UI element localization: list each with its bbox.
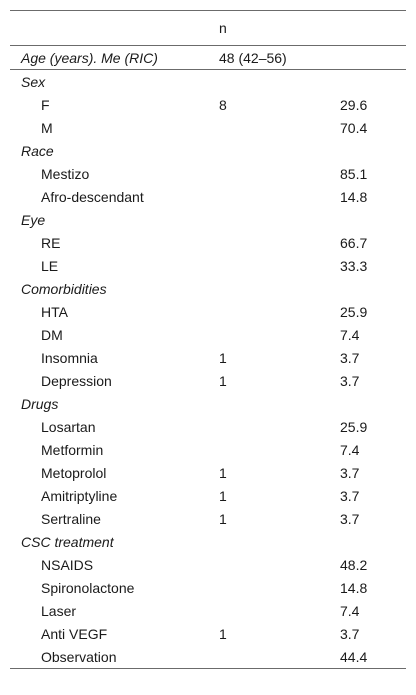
row-label: DM (41, 326, 63, 343)
category-label: Comorbidities (21, 280, 107, 297)
table-row (10, 300, 406, 323)
row-label: Age (years). Me (RIC) (21, 49, 158, 66)
table-row (10, 553, 406, 576)
table-row (10, 461, 406, 484)
table-row (10, 415, 406, 438)
row-n: 1 (219, 510, 227, 527)
row-pct: 29.6 (340, 96, 368, 113)
row-n: 1 (219, 625, 227, 642)
row-label: Anti VEGF (41, 625, 108, 642)
data-table (10, 10, 406, 669)
header-col2: n (219, 20, 227, 36)
row-pct: 25.9 (340, 303, 368, 320)
row-label: Sertraline (41, 510, 101, 527)
table-row (10, 622, 406, 645)
table-row (10, 185, 406, 208)
row-pct: 14.8 (340, 579, 368, 596)
table-row (10, 231, 406, 254)
row-label: Mestizo (41, 165, 90, 182)
row-label: Insomnia (41, 349, 98, 366)
table-row (10, 507, 406, 530)
row-label: Observation (41, 648, 117, 665)
row-n: 1 (219, 349, 227, 366)
row-label: Metoprolol (41, 464, 107, 481)
category-label: Eye (21, 211, 46, 228)
row-pct: 25.9 (340, 418, 368, 435)
row-label: Depression (41, 372, 112, 389)
category-row (10, 139, 406, 162)
table-row (10, 46, 406, 69)
category-row (10, 392, 406, 415)
bottom-rule (10, 668, 406, 669)
row-n: 1 (219, 487, 227, 504)
category-label: CSC treatment (21, 533, 114, 550)
row-n: 1 (219, 372, 227, 389)
row-pct: 85.1 (340, 165, 368, 182)
table-row (10, 645, 406, 668)
row-pct: 3.7 (340, 464, 360, 481)
row-pct: 3.7 (340, 510, 360, 527)
row-label: Metformin (41, 441, 104, 458)
row-label: NSAIDS (41, 556, 94, 573)
row-pct: 48.2 (340, 556, 368, 573)
row-pct: 7.4 (340, 326, 360, 343)
row-label: HTA (41, 303, 68, 320)
category-row (10, 277, 406, 300)
table-row (10, 484, 406, 507)
category-row (10, 208, 406, 231)
row-pct: 14.8 (340, 188, 368, 205)
row-label: Spironolactone (41, 579, 135, 596)
row-n: 48 (42–56) (219, 49, 287, 66)
category-label: Race (21, 142, 54, 159)
table-row (10, 369, 406, 392)
row-pct: 7.4 (340, 441, 360, 458)
row-pct: 70.4 (340, 119, 368, 136)
row-pct: 3.7 (340, 372, 360, 389)
table-row (10, 116, 406, 139)
category-label: Sex (21, 73, 46, 90)
table-row (10, 254, 406, 277)
row-pct: 3.7 (340, 625, 360, 642)
row-pct: 44.4 (340, 648, 368, 665)
row-label: Losartan (41, 418, 96, 435)
table-row (10, 162, 406, 185)
row-pct: 7.4 (340, 602, 360, 619)
row-pct: 3.7 (340, 349, 360, 366)
row-n: 1 (219, 464, 227, 481)
row-pct: 66.7 (340, 234, 368, 251)
table-row (10, 576, 406, 599)
row-label: Afro-descendant (41, 188, 144, 205)
row-label: Amitriptyline (41, 487, 118, 504)
row-pct: 33.3 (340, 257, 368, 274)
table-row (10, 323, 406, 346)
row-label: RE (41, 234, 61, 251)
category-row (10, 530, 406, 553)
row-n: 8 (219, 96, 227, 113)
table-row (10, 346, 406, 369)
category-label: Drugs (21, 395, 59, 412)
row-label: Laser (41, 602, 77, 619)
table-row (10, 438, 406, 461)
row-pct: 3.7 (340, 487, 360, 504)
table-body (10, 46, 406, 668)
header-row (10, 11, 406, 45)
table-row (10, 599, 406, 622)
table-row (10, 93, 406, 116)
row-label: LE (41, 257, 59, 274)
row-label: F (41, 96, 50, 113)
category-row (10, 70, 406, 93)
row-label: M (41, 119, 53, 136)
